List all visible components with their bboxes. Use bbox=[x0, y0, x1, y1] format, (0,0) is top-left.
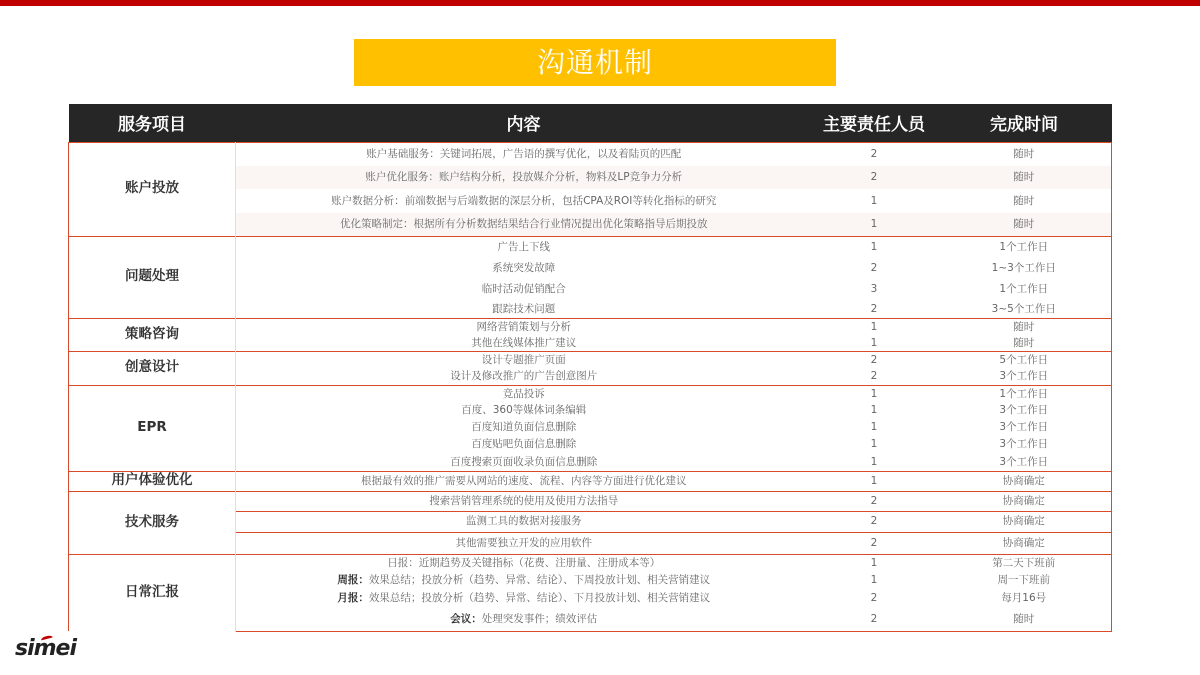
time-cell: 每月16号 bbox=[937, 589, 1112, 608]
communication-table bbox=[68, 104, 1112, 632]
time-cell: 3个工作日 bbox=[937, 368, 1112, 385]
report-prefix: 周报： bbox=[337, 573, 369, 586]
time-cell: 1个工作日 bbox=[937, 279, 1112, 300]
time-cell: 3个工作日 bbox=[937, 453, 1112, 471]
content-cell bbox=[236, 571, 812, 589]
time-cell: 随时 bbox=[937, 335, 1112, 351]
content-cell: 设计专题推广页面 bbox=[236, 351, 812, 368]
logo-text: simei bbox=[15, 636, 77, 661]
header-time: 完成时间 bbox=[937, 104, 1112, 142]
header-content: 内容 bbox=[236, 104, 812, 142]
table-row bbox=[69, 471, 1112, 491]
time-cell: 第二天下班前 bbox=[937, 554, 1112, 571]
person-cell: 1 bbox=[812, 236, 937, 258]
page-title: 沟通机制 bbox=[354, 39, 836, 86]
person-cell: 2 bbox=[812, 491, 937, 511]
person-cell: 1 bbox=[812, 385, 937, 402]
time-cell: 随时 bbox=[937, 142, 1112, 166]
time-cell: 5个工作日 bbox=[937, 351, 1112, 368]
time-cell: 随时 bbox=[937, 213, 1112, 236]
category-cell: 技术服务 bbox=[69, 491, 236, 554]
person-cell: 1 bbox=[812, 318, 937, 335]
report-prefix: 月报： bbox=[337, 592, 369, 605]
content-cell: 跟踪技术问题 bbox=[492, 302, 556, 315]
person-cell: 2 bbox=[870, 592, 878, 605]
report-detail: 效果总结；投放分析（趋势、异常、结论）、下月投放计划、相关营销建议 bbox=[368, 592, 711, 605]
time-cell: 随时 bbox=[937, 318, 1112, 335]
person-cell: 1 bbox=[812, 554, 937, 571]
table-header-row bbox=[69, 104, 1112, 142]
person-cell: 1 bbox=[870, 336, 878, 349]
person-cell: 2 bbox=[870, 370, 878, 383]
content-cell: 百度、360等媒体词条编辑 bbox=[461, 404, 587, 417]
time-cell: 1个工作日 bbox=[937, 385, 1112, 402]
person-cell: 1 bbox=[870, 455, 878, 468]
header-person: 主要责任人员 bbox=[812, 104, 937, 142]
content-cell: 账户基础服务：关键词拓展，广告语的撰写优化，以及着陆页的匹配 bbox=[236, 142, 812, 166]
content-cell bbox=[236, 589, 812, 608]
table-row bbox=[69, 318, 1112, 335]
report-detail: 效果总结；投放分析（趋势、异常、结论）、下周投放计划、相关营销建议 bbox=[368, 573, 711, 586]
report-detail: 处理突发事件；绩效评估 bbox=[481, 613, 598, 626]
time-cell: 协商确定 bbox=[937, 532, 1112, 554]
person-cell: 2 bbox=[812, 608, 937, 631]
content-cell: 系统突发故障 bbox=[492, 262, 556, 275]
category-cell: 创意设计 bbox=[69, 351, 236, 385]
person-cell: 3 bbox=[870, 283, 878, 296]
content-cell: 根据最有效的推广需要从网站的速度、流程、内容等方面进行优化建议 bbox=[236, 471, 812, 491]
table-row bbox=[69, 554, 1112, 571]
content-cell: 百度搜索页面收录负面信息删除 bbox=[450, 455, 598, 468]
category-cell: 日常汇报 bbox=[69, 554, 236, 631]
content-cell: 账户优化服务：账户结构分析，投放媒介分析，物料及LP竞争力分析 bbox=[236, 166, 812, 189]
time-cell: 周一下班前 bbox=[937, 571, 1112, 589]
person-cell: 2 bbox=[812, 351, 937, 368]
person-cell: 2 bbox=[812, 532, 937, 554]
person-cell: 2 bbox=[870, 262, 878, 275]
time-cell: 3~5个工作日 bbox=[937, 300, 1112, 318]
content-cell: 百度知道负面信息删除 bbox=[471, 421, 577, 434]
time-cell: 3个工作日 bbox=[937, 436, 1112, 453]
category-cell: 策略咨询 bbox=[69, 318, 236, 351]
table-row bbox=[69, 491, 1112, 511]
content-cell: 日报：近期趋势及关键指标（花费、注册量、注册成本等） bbox=[236, 554, 812, 571]
content-cell: 临时活动促销配合 bbox=[481, 283, 566, 296]
content-cell: 其他在线媒体推广建议 bbox=[471, 336, 577, 349]
person-cell: 1 bbox=[812, 471, 937, 491]
content-cell: 广告上下线 bbox=[236, 236, 812, 258]
content-cell: 其他需要独立开发的应用软件 bbox=[236, 532, 812, 554]
person-cell: 1 bbox=[870, 194, 878, 207]
time-cell: 3个工作日 bbox=[937, 419, 1112, 436]
person-cell: 1 bbox=[812, 213, 937, 236]
time-cell: 随时 bbox=[937, 166, 1112, 189]
content-cell: 账户数据分析：前端数据与后端数据的深层分析，包括CPA及ROI等转化指标的研究 bbox=[331, 194, 717, 207]
report-prefix: 会议： bbox=[450, 613, 482, 626]
content-cell: 网络营销策划与分析 bbox=[236, 318, 812, 335]
person-cell: 2 bbox=[870, 302, 878, 315]
time-cell: 随时 bbox=[937, 608, 1112, 631]
person-cell: 1 bbox=[870, 404, 878, 417]
category-cell: 账户投放 bbox=[69, 142, 236, 236]
person-cell: 1 bbox=[870, 573, 878, 586]
content-cell: 百度贴吧负面信息删除 bbox=[471, 438, 577, 451]
person-cell: 2 bbox=[812, 142, 937, 166]
category-cell: EPR bbox=[69, 385, 236, 471]
category-cell: 问题处理 bbox=[69, 236, 236, 318]
table-row bbox=[69, 351, 1112, 368]
time-cell: 3个工作日 bbox=[937, 402, 1112, 419]
content-cell: 搜索营销管理系统的使用及使用方法指导 bbox=[236, 491, 812, 511]
table-row bbox=[69, 142, 1112, 166]
table-row bbox=[69, 236, 1112, 258]
simei-logo bbox=[15, 636, 95, 662]
content-cell: 设计及修改推广的广告创意图片 bbox=[450, 370, 598, 383]
time-cell: 1~3个工作日 bbox=[937, 258, 1112, 279]
content-cell: 竞品投诉 bbox=[236, 385, 812, 402]
header-item: 服务项目 bbox=[69, 104, 236, 142]
content-cell: 监测工具的数据对接服务 bbox=[236, 511, 812, 532]
time-cell: 1个工作日 bbox=[937, 236, 1112, 258]
person-cell: 2 bbox=[812, 511, 937, 532]
table-row bbox=[69, 385, 1112, 402]
time-cell: 协商确定 bbox=[937, 491, 1112, 511]
person-cell: 2 bbox=[812, 166, 937, 189]
time-cell: 协商确定 bbox=[937, 471, 1112, 491]
person-cell: 1 bbox=[870, 421, 878, 434]
category-cell: 用户体验优化 bbox=[69, 471, 236, 491]
communication-table-wrapper bbox=[68, 104, 1111, 637]
content-cell: 优化策略制定：根据所有分析数据结果结合行业情况提出优化策略指导后期投放 bbox=[236, 213, 812, 236]
time-cell: 协商确定 bbox=[937, 511, 1112, 532]
person-cell: 1 bbox=[870, 438, 878, 451]
top-accent-bar bbox=[0, 0, 1200, 6]
content-cell bbox=[236, 608, 812, 631]
time-cell: 随时 bbox=[937, 189, 1112, 213]
